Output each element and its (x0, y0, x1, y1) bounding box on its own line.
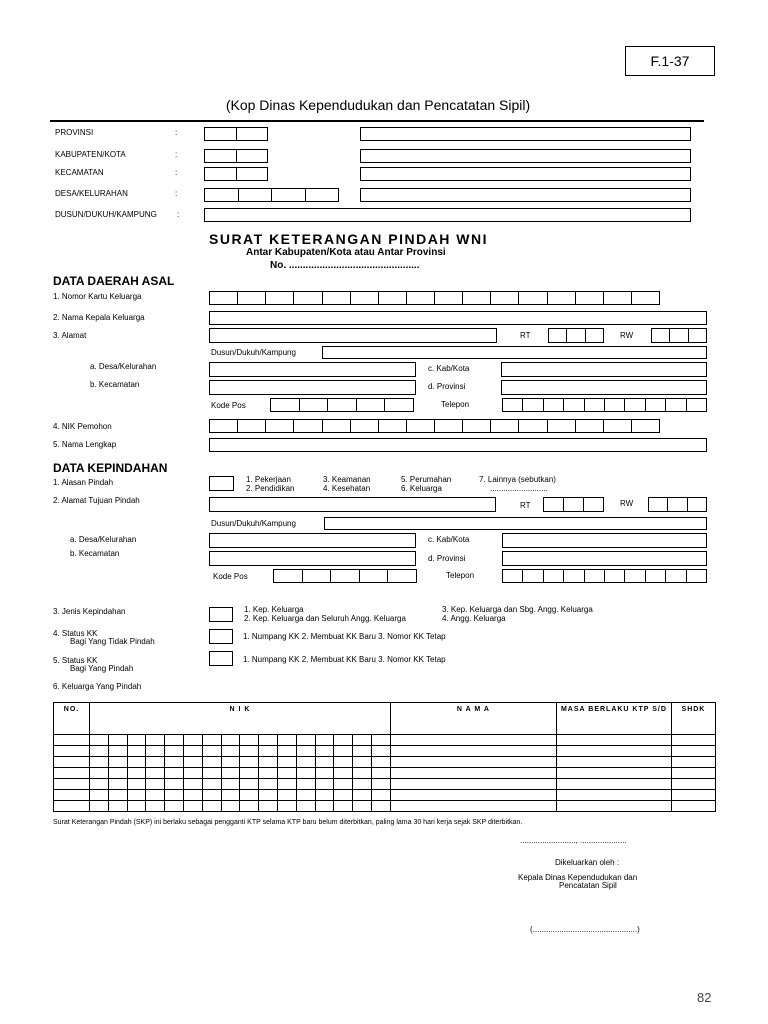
col-nik: N I K (90, 703, 391, 735)
table-cell[interactable] (240, 757, 259, 768)
col-nama: N A M A (390, 703, 556, 735)
table-cell[interactable] (108, 757, 127, 768)
table-cell[interactable] (221, 790, 240, 801)
table-cell[interactable] (259, 790, 278, 801)
label-dusun-tujuan: Dusun/Dukuh/Kampung (211, 519, 296, 528)
table-cell[interactable] (315, 768, 334, 779)
table-row (54, 779, 716, 790)
label-status-tidak-pindah-2: Bagi Yang Tidak Pindah (70, 637, 155, 646)
table-cell[interactable] (334, 757, 353, 768)
table-row (54, 801, 716, 812)
validity-note: Surat Keterangan Pindah (SKP) ini berlaku sebagai pengganti KTP selama KTP baru belum diterbitkan, paling lama 30 hari kerja sejak SKP diterbitkan. (53, 819, 523, 826)
jenis-option-2: 2. Kep. Keluarga dan Seluruh Angg. Keluarga (244, 614, 406, 623)
table-cell[interactable] (296, 757, 315, 768)
kecamatan-tujuan-field[interactable] (209, 551, 416, 566)
table-cell[interactable] (556, 735, 671, 746)
alamat-field[interactable] (209, 328, 497, 343)
label-dusun: DUSUN/DUKUH/KAMPUNG (55, 210, 157, 219)
label-telepon-asal: Telepon (441, 400, 470, 409)
table-cell[interactable] (146, 779, 165, 790)
desa-name[interactable] (360, 188, 691, 202)
table-cell[interactable] (277, 746, 296, 757)
jenis-option-1: 1. Kep. Keluarga (244, 605, 304, 614)
kecamatan-asal-field[interactable] (209, 380, 416, 395)
section-pindah-heading: DATA KEPINDAHAN (53, 461, 168, 475)
table-cell[interactable] (259, 768, 278, 779)
table-cell[interactable] (259, 801, 278, 812)
table-cell[interactable] (202, 801, 221, 812)
label-status-pindah-2: Bagi Yang Pindah (70, 664, 134, 673)
table-cell[interactable] (556, 768, 671, 779)
table-cell[interactable] (353, 801, 372, 812)
place-date: ........................., ..................... (520, 836, 627, 845)
label-kecamatan: KECAMATAN (55, 168, 104, 177)
alasan-other-dots: .......................... (490, 484, 548, 493)
table-cell[interactable] (202, 735, 221, 746)
alasan-option-2: 2. Pendidikan (246, 484, 295, 493)
prov-tujuan-field[interactable] (502, 551, 707, 566)
table-cell[interactable] (127, 768, 146, 779)
telepon-tujuan-cells[interactable] (502, 569, 707, 583)
label-nama: 5. Nama Lengkap (53, 440, 117, 449)
label-rw: RW (620, 331, 634, 340)
table-cell[interactable] (671, 735, 715, 746)
label-jenis: 3. Jenis Kepindahan (53, 607, 126, 616)
table-cell[interactable] (315, 757, 334, 768)
header-rule (50, 120, 704, 122)
alasan-option-1: 1. Pekerjaan (246, 475, 291, 484)
table-cell[interactable] (671, 779, 715, 790)
table-cell[interactable] (183, 801, 202, 812)
table-cell[interactable] (146, 790, 165, 801)
table-cell[interactable] (315, 735, 334, 746)
table-cell[interactable] (371, 746, 390, 757)
table-cell[interactable] (146, 735, 165, 746)
table-cell[interactable] (54, 790, 90, 801)
table-cell[interactable] (556, 790, 671, 801)
table-cell[interactable] (240, 735, 259, 746)
table-cell[interactable] (277, 779, 296, 790)
alasan-option-4: 4. Kesehatan (323, 484, 371, 493)
provinsi-code[interactable] (204, 127, 268, 141)
table-cell[interactable] (165, 768, 184, 779)
table-cell[interactable] (183, 746, 202, 757)
letter-title: SURAT KETERANGAN PINDAH WNI (209, 231, 489, 247)
table-cell[interactable] (165, 790, 184, 801)
desa-tujuan-field[interactable] (209, 533, 416, 548)
table-cell[interactable] (183, 779, 202, 790)
table-cell[interactable] (108, 801, 127, 812)
jenis-code-box[interactable] (209, 607, 233, 622)
table-cell[interactable] (183, 735, 202, 746)
table-cell[interactable] (54, 746, 90, 757)
rw-tujuan-cells[interactable] (648, 497, 707, 512)
label-dusun-asal: Dusun/Dukuh/Kampung (211, 348, 296, 357)
table-cell[interactable] (277, 801, 296, 812)
table-cell[interactable] (127, 757, 146, 768)
table-cell[interactable] (259, 779, 278, 790)
provinsi-name[interactable] (360, 127, 691, 141)
kodepos-tujuan-cells[interactable] (273, 569, 417, 583)
label-desa: DESA/KELURAHAN (55, 189, 128, 198)
table-cell[interactable] (165, 735, 184, 746)
status-tidak-pindah-options: 1. Numpang KK 2. Membuat KK Baru 3. Nomor KK Tetap (243, 632, 446, 641)
table-cell[interactable] (671, 768, 715, 779)
kabupaten-code[interactable] (204, 149, 268, 163)
letter-number: No. ............................................... (270, 260, 420, 271)
label-prov-asal: d. Provinsi (428, 382, 466, 391)
rt-tujuan-cells[interactable] (543, 497, 604, 512)
colon: : (175, 189, 178, 198)
table-cell[interactable] (90, 757, 109, 768)
table-cell[interactable] (240, 801, 259, 812)
kab-asal-field[interactable] (501, 362, 707, 377)
table-cell[interactable] (296, 779, 315, 790)
kepala-keluarga-field[interactable] (209, 311, 707, 325)
table-cell[interactable] (54, 768, 90, 779)
table-cell[interactable] (240, 779, 259, 790)
rw-cells[interactable] (651, 328, 707, 343)
section-asal-heading: DATA DAERAH ASAL (53, 274, 175, 288)
table-cell[interactable] (108, 790, 127, 801)
status-tidak-pindah-box[interactable] (209, 629, 233, 644)
table-cell[interactable] (221, 779, 240, 790)
label-keluarga-pindah: 6. Keluarga Yang Pindah (53, 682, 142, 691)
table-cell[interactable] (108, 735, 127, 746)
status-pindah-box[interactable] (209, 651, 233, 666)
table-cell[interactable] (90, 801, 109, 812)
table-cell[interactable] (277, 768, 296, 779)
page-number: 82 (697, 990, 712, 1005)
table-row (54, 790, 716, 801)
colon: : (177, 210, 180, 219)
table-cell[interactable] (127, 801, 146, 812)
table-cell[interactable] (183, 768, 202, 779)
label-desa-asal: a. Desa/Kelurahan (90, 362, 157, 371)
table-cell[interactable] (353, 779, 372, 790)
table-cell[interactable] (202, 757, 221, 768)
label-kabupaten: KABUPATEN/KOTA (55, 150, 126, 159)
label-nik: 4. NIK Pemohon (53, 422, 112, 431)
table-cell[interactable] (315, 746, 334, 757)
table-cell[interactable] (127, 790, 146, 801)
table-cell[interactable] (671, 746, 715, 757)
table-cell[interactable] (371, 735, 390, 746)
table-cell[interactable] (334, 790, 353, 801)
table-cell[interactable] (259, 735, 278, 746)
table-row (54, 746, 716, 757)
label-kecamatan-tujuan: b. Kecamatan (70, 549, 120, 558)
table-cell[interactable] (146, 768, 165, 779)
table-cell[interactable] (108, 779, 127, 790)
table-cell[interactable] (127, 735, 146, 746)
table-cell[interactable] (221, 801, 240, 812)
table-cell[interactable] (671, 801, 715, 812)
table-cell[interactable] (221, 768, 240, 779)
table-cell[interactable] (353, 757, 372, 768)
table-cell[interactable] (221, 746, 240, 757)
col-no: NO. (54, 703, 90, 735)
signature-line: (...............................................) (530, 925, 640, 934)
table-cell[interactable] (371, 790, 390, 801)
label-alamat-tujuan: 2. Alamat Tujuan Pindah (53, 496, 140, 505)
table-cell[interactable] (371, 757, 390, 768)
table-cell[interactable] (671, 790, 715, 801)
desa-asal-field[interactable] (209, 362, 416, 377)
table-cell[interactable] (353, 790, 372, 801)
label-provinsi: PROVINSI (55, 128, 94, 137)
colon: : (175, 128, 178, 137)
alasan-option-7: 7. Lainnya (sebutkan) (479, 475, 556, 484)
table-cell[interactable] (90, 790, 109, 801)
alasan-option-3: 3. Keamanan (323, 475, 371, 484)
col-shdk: SHDK (671, 703, 715, 735)
table-cell[interactable] (146, 746, 165, 757)
table-cell[interactable] (315, 801, 334, 812)
colon: : (175, 150, 178, 159)
header-title: (Kop Dinas Kependudukan dan Pencatatan Sipil) (225, 97, 531, 113)
colon: : (175, 168, 178, 177)
dusun-tujuan-field[interactable] (324, 517, 707, 530)
table-row (54, 757, 716, 768)
label-alasan: 1. Alasan Pindah (53, 478, 114, 487)
table-cell[interactable] (108, 746, 127, 757)
table-cell[interactable] (54, 779, 90, 790)
table-cell[interactable] (556, 801, 671, 812)
table-cell[interactable] (277, 735, 296, 746)
table-cell[interactable] (371, 779, 390, 790)
label-rt-tujuan: RT (520, 501, 531, 510)
status-pindah-options: 1. Numpang KK 2. Membuat KK Baru 3. Nomor KK Tetap (243, 655, 446, 664)
table-cell[interactable] (334, 746, 353, 757)
label-kab-tujuan: c. Kab/Kota (428, 535, 470, 544)
label-rt: RT (520, 331, 531, 340)
table-cell[interactable] (240, 746, 259, 757)
table-cell[interactable] (127, 746, 146, 757)
table-cell[interactable] (183, 790, 202, 801)
nama-lengkap-field[interactable] (209, 438, 707, 452)
table-cell[interactable] (259, 757, 278, 768)
table-cell[interactable] (54, 757, 90, 768)
table-row (54, 768, 716, 779)
table-cell[interactable] (390, 735, 556, 746)
table-cell[interactable] (296, 735, 315, 746)
table-cell[interactable] (277, 790, 296, 801)
table-cell[interactable] (353, 768, 372, 779)
table-cell[interactable] (165, 746, 184, 757)
rt-cells[interactable] (548, 328, 604, 343)
table-cell[interactable] (54, 801, 90, 812)
alasan-code-box[interactable] (209, 476, 234, 491)
table-cell[interactable] (390, 768, 556, 779)
table-cell[interactable] (240, 768, 259, 779)
label-alamat: 3. Alamat (53, 331, 87, 340)
jenis-option-3: 3. Kep. Keluarga dan Sbg. Angg. Keluarga (442, 605, 593, 614)
table-cell[interactable] (221, 757, 240, 768)
kab-tujuan-field[interactable] (502, 533, 707, 548)
table-cell[interactable] (165, 801, 184, 812)
table-cell[interactable] (127, 779, 146, 790)
table-cell[interactable] (240, 790, 259, 801)
official-title-2: Pencatatan Sipil (559, 881, 617, 890)
table-cell[interactable] (108, 768, 127, 779)
table-cell[interactable] (315, 779, 334, 790)
nik-cells[interactable] (209, 419, 660, 433)
label-kab-asal: c. Kab/Kota (428, 364, 470, 373)
table-cell[interactable] (556, 746, 671, 757)
label-kk: 1. Nomor Kartu Keluarga (53, 292, 142, 301)
table-cell[interactable] (334, 779, 353, 790)
alamat-tujuan-field[interactable] (209, 497, 496, 512)
kecamatan-name[interactable] (360, 167, 691, 181)
table-cell[interactable] (390, 757, 556, 768)
kecamatan-code[interactable] (204, 167, 268, 181)
table-cell[interactable] (54, 735, 90, 746)
kk-number-cells[interactable] (209, 291, 660, 305)
kodepos-asal-cells[interactable] (270, 398, 414, 412)
table-cell[interactable] (390, 746, 556, 757)
table-cell[interactable] (556, 757, 671, 768)
dusun-asal-field[interactable] (322, 346, 707, 359)
table-cell[interactable] (334, 801, 353, 812)
table-cell[interactable] (353, 735, 372, 746)
table-cell[interactable] (671, 757, 715, 768)
prov-asal-field[interactable] (501, 380, 707, 395)
table-cell[interactable] (146, 801, 165, 812)
form-code: F.1-37 (650, 53, 690, 69)
table-cell[interactable] (202, 768, 221, 779)
table-cell[interactable] (296, 768, 315, 779)
table-cell[interactable] (371, 768, 390, 779)
table-row (54, 735, 716, 746)
table-cell[interactable] (90, 768, 109, 779)
table-cell[interactable] (90, 779, 109, 790)
jenis-option-4: 4. Angg. Keluarga (442, 614, 506, 623)
table-cell[interactable] (202, 779, 221, 790)
table-cell[interactable] (165, 757, 184, 768)
table-cell[interactable] (334, 735, 353, 746)
label-telepon-tujuan: Telepon (446, 571, 475, 580)
table-cell[interactable] (202, 746, 221, 757)
dusun-name[interactable] (204, 208, 691, 222)
table-cell[interactable] (390, 779, 556, 790)
label-rw-tujuan: RW (620, 499, 634, 508)
alasan-option-5: 5. Perumahan (401, 475, 452, 484)
telepon-asal-cells[interactable] (502, 398, 707, 412)
table-cell[interactable] (390, 790, 556, 801)
table-cell[interactable] (221, 735, 240, 746)
table-cell[interactable] (353, 746, 372, 757)
table-cell[interactable] (259, 746, 278, 757)
table-cell[interactable] (183, 757, 202, 768)
desa-code[interactable] (204, 188, 339, 202)
table-cell[interactable] (334, 768, 353, 779)
issued-by: Dikeluarkan oleh : (555, 858, 620, 867)
label-kodepos-tujuan: Kode Pos (213, 572, 248, 581)
label-prov-tujuan: d. Provinsi (428, 554, 466, 563)
label-status-tidak-pindah: 4. Status KK (53, 629, 98, 638)
letter-subtitle: Antar Kabupaten/Kota atau Antar Provinsi (246, 247, 446, 258)
table-cell[interactable] (296, 746, 315, 757)
table-cell[interactable] (390, 801, 556, 812)
table-cell[interactable] (296, 790, 315, 801)
label-kodepos-asal: Kode Pos (211, 401, 246, 410)
label-kepala: 2. Nama Kepala Keluarga (53, 313, 145, 322)
table-cell[interactable] (371, 801, 390, 812)
table-cell[interactable] (315, 790, 334, 801)
table-cell[interactable] (277, 757, 296, 768)
label-desa-tujuan: a. Desa/Kelurahan (70, 535, 137, 544)
alasan-option-6: 6. Keluarga (401, 484, 442, 493)
table-cell[interactable] (556, 779, 671, 790)
table-cell[interactable] (146, 757, 165, 768)
table-cell[interactable] (90, 746, 109, 757)
family-table (53, 702, 716, 812)
table-cell[interactable] (90, 735, 109, 746)
label-status-pindah: 5. Status KK (53, 656, 98, 665)
label-kecamatan-asal: b. Kecamatan (90, 380, 140, 389)
official-title-1: Kepala Dinas Kependudukan dan (518, 873, 638, 882)
col-masa-berlaku: MASA BERLAKU KTP S/D (556, 703, 671, 735)
kabupaten-name[interactable] (360, 149, 691, 163)
table-cell[interactable] (202, 790, 221, 801)
table-cell[interactable] (296, 801, 315, 812)
table-cell[interactable] (165, 779, 184, 790)
